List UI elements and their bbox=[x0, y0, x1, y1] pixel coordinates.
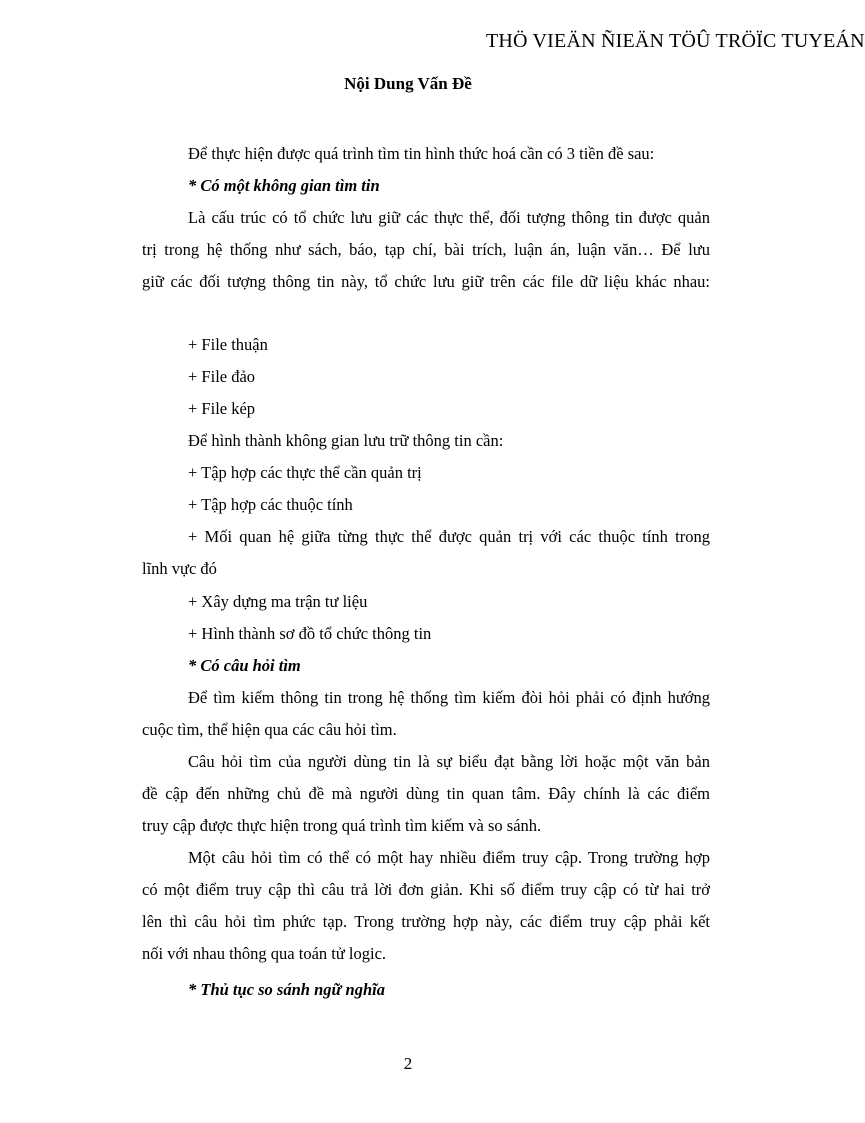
list-item-continuation: lĩnh vực đó bbox=[142, 559, 217, 578]
list-item: + Tập hợp các thuộc tính bbox=[188, 495, 353, 514]
paragraph-line: giữ các đối tượng thông tin này, tổ chức lưu giữ trên các file dữ liệu khác nhau: bbox=[142, 272, 710, 291]
page-title: Nội Dung Vấn Đề bbox=[344, 74, 472, 93]
paragraph-line: Để hình thành không gian lưu trữ thông tin cần: bbox=[188, 431, 504, 450]
paragraph-line: lên thì câu hỏi tìm phức tạp. Trong trường hợp này, các điểm truy cập phải kết bbox=[142, 912, 710, 931]
paragraph-line: truy cập được thực hiện trong quá trình tìm kiếm và so sánh. bbox=[142, 816, 542, 835]
paragraph-line: Một câu hỏi tìm có thể có một hay nhiều điểm truy cập. Trong trường hợp bbox=[188, 848, 710, 867]
list-item: + File kép bbox=[188, 399, 256, 418]
list-item: + Tập hợp các thực thể cần quản trị bbox=[188, 463, 422, 482]
list-item: + Hình thành sơ đồ tổ chức thông tin bbox=[188, 624, 432, 643]
paragraph-line: Là cấu trúc có tổ chức lưu giữ các thực thể, đối tượng thông tin được quản bbox=[188, 208, 710, 227]
paragraph-line: đề cập đến những chủ đề mà người dùng tin quan tâm. Đây chính là các điểm bbox=[142, 784, 710, 803]
paragraph-line: có một điểm truy cập thì câu trả lời đơn giản. Khi số điểm truy cập có từ hai trở bbox=[142, 880, 710, 899]
list-item: + File thuận bbox=[188, 335, 268, 354]
heading-semantic-comparison: * Thủ tục so sánh ngữ nghĩa bbox=[188, 980, 385, 999]
paragraph-line: Để tìm kiếm thông tin trong hệ thống tìm kiếm đòi hỏi phải có định hướng bbox=[188, 688, 710, 707]
list-item: + Mối quan hệ giữa từng thực thể được quản trị với các thuộc tính trong bbox=[188, 527, 710, 546]
paragraph-line: trị trong hệ thống như sách, báo, tạp chí, bài trích, luận án, luận văn… Để lưu bbox=[142, 240, 710, 259]
paragraph-line: nối với nhau thông qua toán tử logic. bbox=[142, 944, 387, 963]
list-item: + File đảo bbox=[188, 367, 256, 386]
heading-search-question: * Có câu hỏi tìm bbox=[188, 656, 301, 675]
heading-search-space: * Có một không gian tìm tin bbox=[188, 176, 380, 195]
running-header: THÖ VIEÄN ÑIEÄN TÖÛ TRÖÏC TUYEÁN bbox=[486, 30, 865, 52]
intro-line: Để thực hiện được quá trình tìm tin hình thức hoá cần có 3 tiền đề sau: bbox=[188, 144, 655, 163]
paragraph-line: Câu hỏi tìm của người dùng tin là sự biểu đạt bằng lời hoặc một văn bản bbox=[188, 752, 710, 771]
paragraph-line: cuộc tìm, thể hiện qua các câu hỏi tìm. bbox=[142, 720, 397, 739]
list-item: + Xây dựng ma trận tư liệu bbox=[188, 592, 368, 611]
page-number: 2 bbox=[403, 1054, 413, 1073]
